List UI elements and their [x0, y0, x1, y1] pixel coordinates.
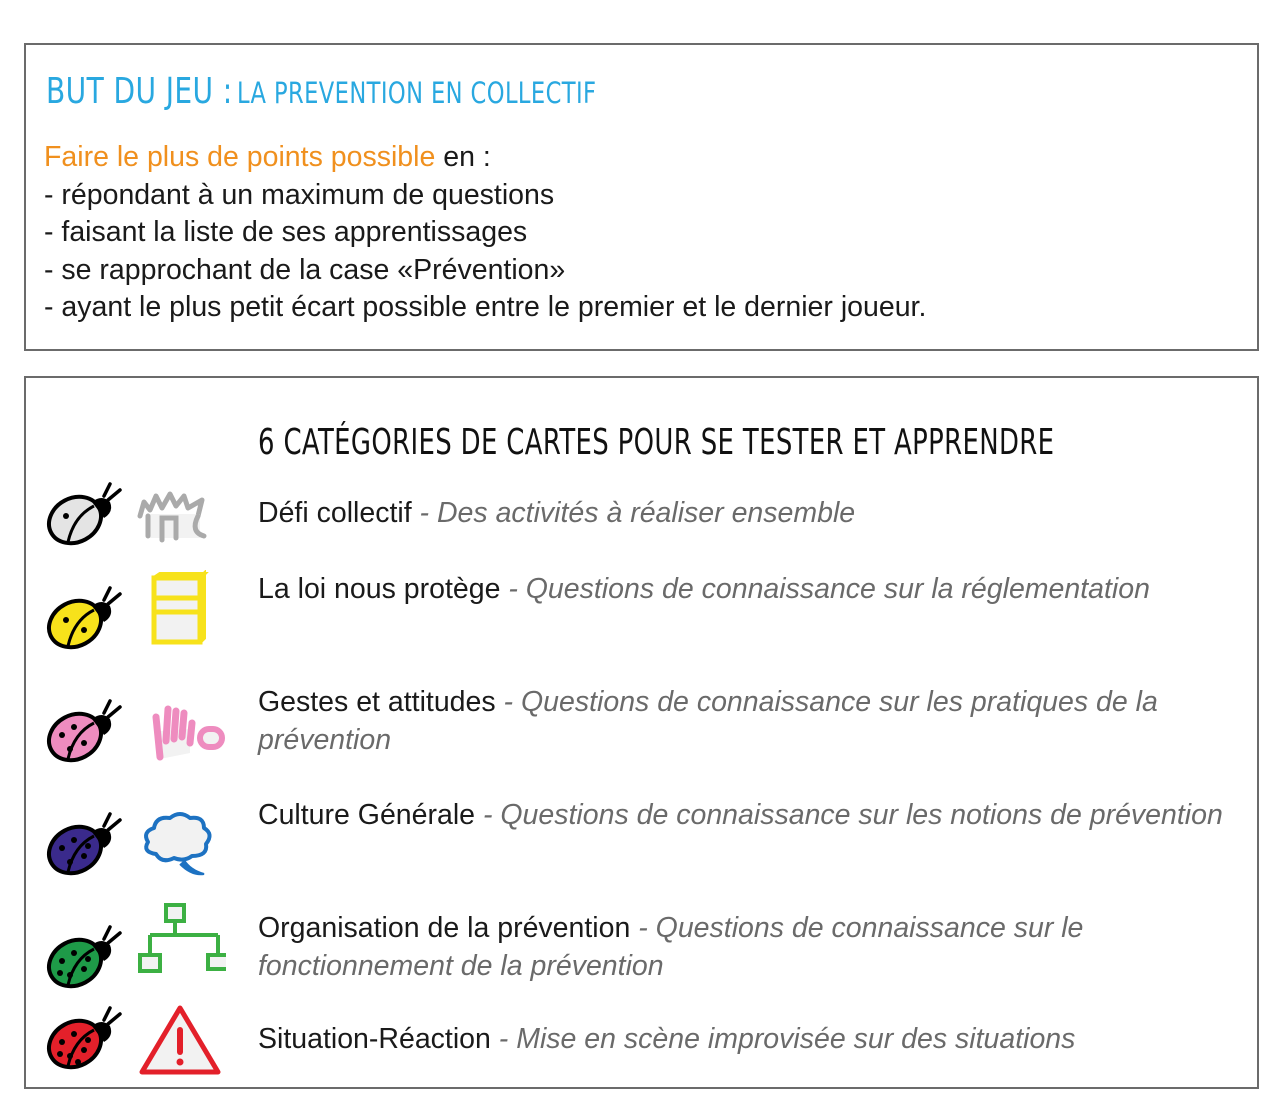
goal-intro-accent: Faire le plus de points possible [44, 141, 436, 173]
category-text [258, 494, 1238, 532]
category-separator: - [495, 686, 521, 718]
goal-intro-rest: en : [435, 141, 491, 173]
category-text [258, 909, 1238, 985]
ladybug-yellow-icon [42, 584, 124, 654]
game-goal-panel [24, 43, 1259, 351]
filing-cabinet-icon [126, 570, 226, 650]
category-name: Gestes et attitudes [258, 686, 496, 718]
goal-title-main: LA PREVENTION EN COLLECTIF [237, 76, 597, 110]
goal-bullet: - se rapprochant de la case «Prévention» [44, 253, 566, 286]
category-separator: - [500, 573, 526, 605]
category-text [258, 1020, 1238, 1058]
category-name: Culture Générale [258, 799, 476, 831]
category-description: Questions de connaissance sur le fonctionnement de la prévention [258, 912, 1084, 982]
ladybug-red-icon [42, 1004, 124, 1074]
category-text [258, 683, 1238, 759]
category-description: Questions de connaissance sur les notions de prévention [500, 799, 1223, 831]
category-name: Situation-Réaction [258, 1023, 491, 1055]
category-description: Questions de connaissance sur la réglementation [525, 573, 1150, 605]
category-description: Des activités à réaliser ensemble [436, 497, 856, 529]
category-text [258, 570, 1238, 608]
goal-title [46, 71, 596, 112]
category-separator: - [475, 799, 501, 831]
ladybug-green-icon [42, 923, 124, 993]
category-separator: - [490, 1023, 517, 1055]
category-separator: - [630, 912, 656, 944]
goal-bullet: - ayant le plus petit écart possible entre le premier et le dernier joueur. [44, 291, 927, 323]
warning-icon [126, 1002, 226, 1082]
ladybug-grey-icon [42, 480, 124, 550]
crown-icon [126, 476, 226, 556]
ladybug-purple-icon [42, 810, 124, 880]
categories-title: 6 CATÉGORIES DE CARTES POUR SE TESTER ET APPRENDRE [258, 422, 1055, 463]
speech-bubble-icon [126, 802, 226, 882]
category-name: Organisation de la prévention [258, 912, 631, 944]
category-description: Mise en scène improvisée sur des situations [516, 1023, 1076, 1055]
goal-bullet: - faisant la liste de ses apprentissages [44, 216, 528, 248]
goal-intro [44, 139, 926, 177]
category-name: La loi nous protège [258, 573, 501, 605]
category-name: Défi collectif [258, 497, 412, 529]
org-chart-icon [126, 899, 226, 989]
goal-title-prefix: BUT DU JEU : [46, 71, 233, 112]
hand-icon [126, 691, 226, 771]
ladybug-pink-icon [42, 697, 124, 767]
category-text [258, 796, 1238, 834]
categories-panel [24, 376, 1259, 1089]
category-separator: - [411, 497, 437, 529]
category-description: Questions de connaissance sur les pratiques de la prévention [258, 686, 1158, 756]
goal-description [44, 139, 926, 327]
goal-bullet: - répondant à un maximum de questions [44, 178, 555, 211]
